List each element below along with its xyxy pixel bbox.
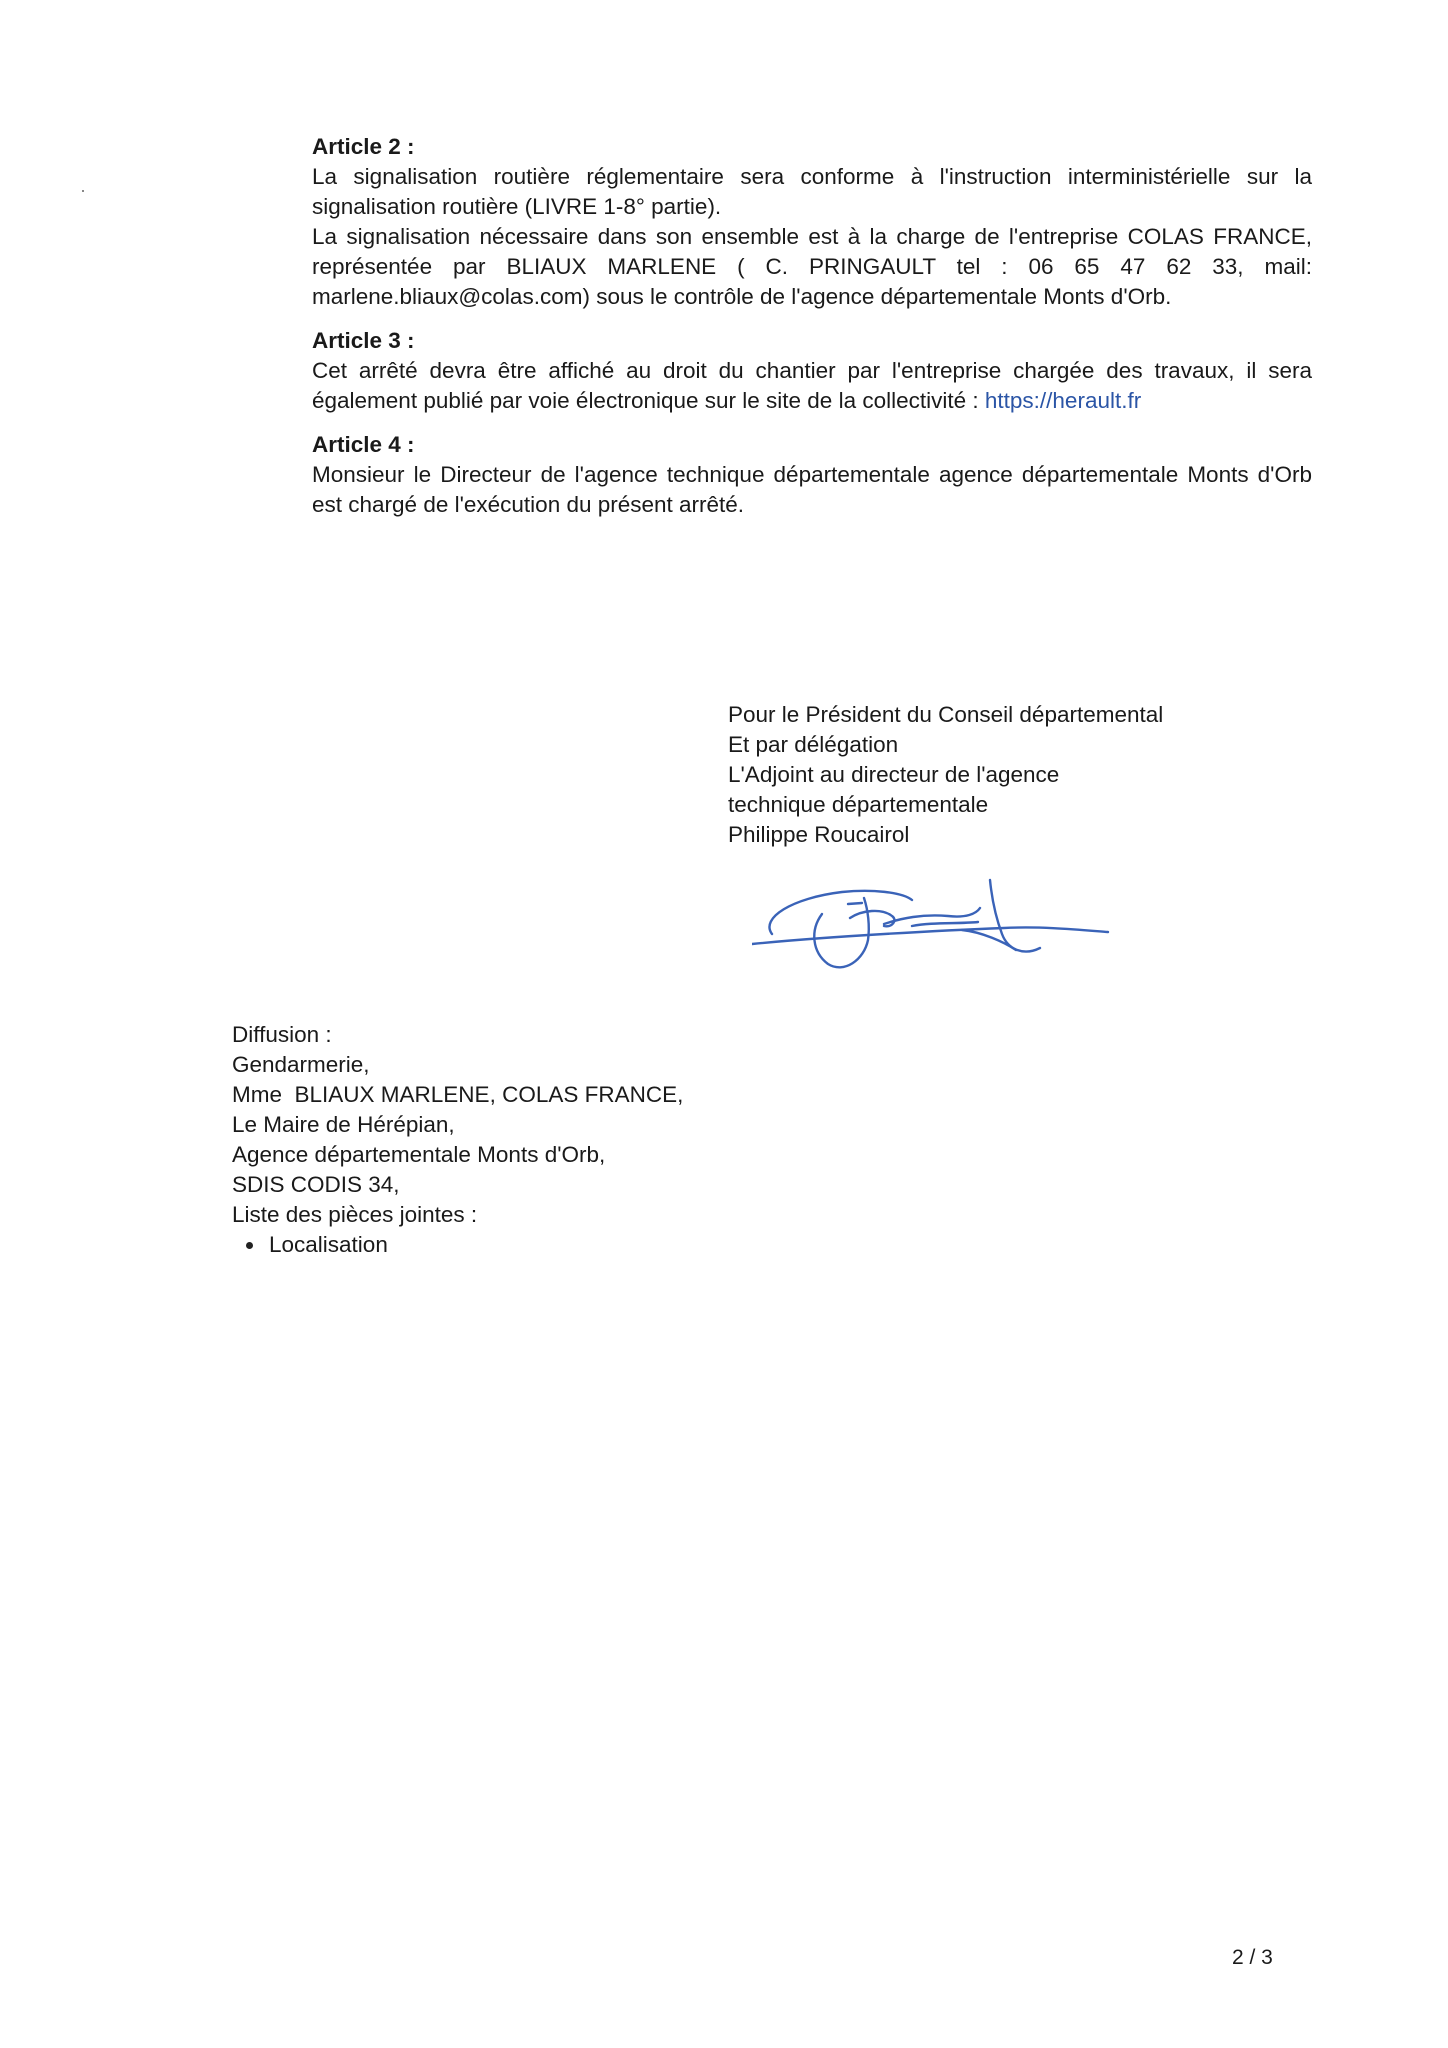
article-title: Article 2 : [312,134,415,159]
handwritten-signature [752,870,1112,980]
recipient: Agence départementale Monts d'Orb, [232,1142,606,1167]
article-paragraph: La signalisation nécessaire dans son ensemble est à la charge de l'entreprise COLAS FRANCE, représentée par BLIAUX MARLENE ( C. PRINGAULT tel : 06 65 47 62 33, mail: marlene.bliaux@colas.com) sous le contrôle de l'agence départementale Monts d'Orb. [312,224,1312,309]
diffusion-heading: Diffusion : [232,1022,332,1047]
article-paragraph-text: Cet arrêté devra être affiché au droit du chantier par l'entreprise chargée des travaux, il sera également publié par voie électronique sur le site de la collectivité : [312,358,1312,413]
article-body [312,460,1312,520]
bullet-icon [246,1242,253,1249]
recipient: Gendarmerie, [232,1052,370,1077]
signatory-name: Philippe Roucairol [728,822,910,847]
scan-speck [82,190,84,192]
article-title: Article 3 : [312,328,415,353]
articles-section [312,132,1312,534]
attachments-list [232,1230,932,1260]
article-title: Article 4 : [312,432,415,457]
article-4 [312,430,1312,520]
recipient: SDIS CODIS 34, [232,1172,400,1197]
article-paragraph: Monsieur le Directeur de l'agence technique départementale agence départementale Monts d'Orb est chargé de l'exécution du présent arrêté. [312,462,1312,517]
article-paragraph: La signalisation routière réglementaire sera conforme à l'instruction interministérielle sur la signalisation routière (LIVRE 1-8° partie). [312,164,1312,219]
signatory-line: Et par délégation [728,732,899,757]
recipient: Mme BLIAUX MARLENE, COLAS FRANCE, [232,1082,684,1107]
page-number: 2 / 3 [1232,1946,1273,1969]
article-body [312,162,1312,312]
signatory-line: technique départementale [728,792,989,817]
attachment-label: Localisation [269,1232,388,1257]
website-link[interactable]: https://herault.fr [984,388,1142,413]
article-body [312,356,1312,416]
diffusion-list [232,1020,932,1260]
signatory-line: L'Adjoint au directeur de l'agence [728,762,1060,787]
article-paragraph [312,356,1312,416]
article-2 [312,132,1312,312]
signature-block [728,700,1288,850]
signatory-line: Pour le Président du Conseil départemental [728,702,1164,727]
attachments-heading: Liste des pièces jointes : [232,1202,478,1227]
article-3 [312,326,1312,416]
list-item [246,1230,932,1260]
recipient: Le Maire de Hérépian, [232,1112,455,1137]
